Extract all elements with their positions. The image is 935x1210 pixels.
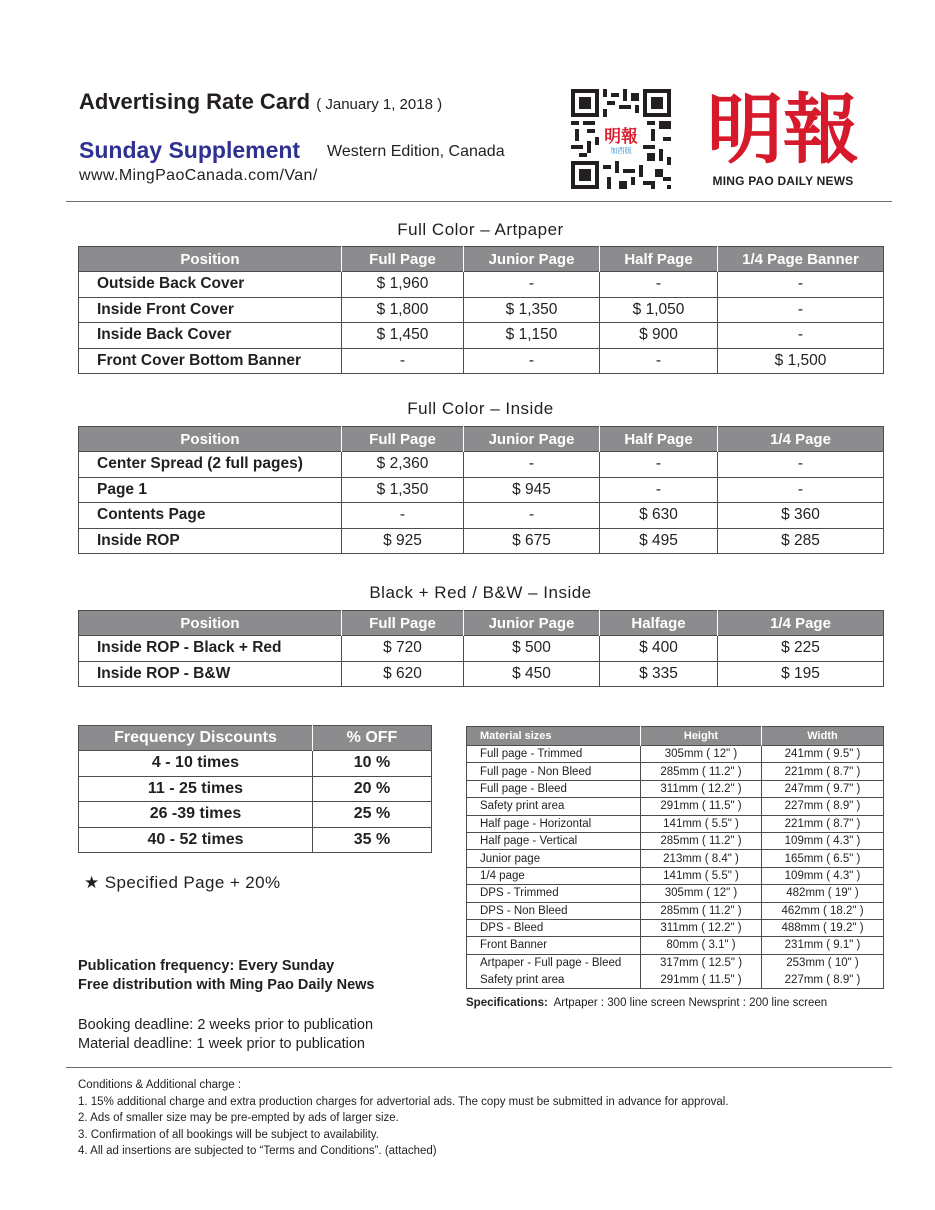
price-cell: $ 360	[718, 503, 884, 529]
height-cell: 285mm ( 11.2" )	[641, 832, 762, 849]
size-name-cell: Full page - Trimmed	[467, 746, 641, 763]
width-cell: 231mm ( 9.1" )	[762, 937, 884, 954]
price-cell: -	[342, 348, 464, 374]
column-header: Position	[79, 611, 342, 636]
frequency-cell: 40 - 52 times	[79, 827, 313, 853]
price-cell: -	[464, 503, 600, 529]
price-cell: $ 925	[342, 528, 464, 554]
price-cell: $ 1,150	[464, 323, 600, 349]
width-cell: 221mm ( 8.7" )	[762, 815, 884, 832]
position-cell: Inside Back Cover	[79, 323, 342, 349]
width-cell: 247mm ( 9.7" )	[762, 780, 884, 797]
discount-cell: 25 %	[313, 802, 432, 828]
table-row	[467, 954, 884, 971]
inside-rate-table	[78, 426, 884, 554]
svg-text:加西版: 加西版	[610, 146, 632, 155]
inside-section-title: Full Color – Inside	[407, 399, 554, 418]
price-cell: $ 335	[600, 661, 718, 687]
column-header: Junior Page	[464, 247, 600, 272]
column-header: Position	[79, 247, 342, 272]
size-name-cell: DPS - Trimmed	[467, 885, 641, 902]
price-cell: -	[464, 452, 600, 478]
position-cell: Inside ROP - Black + Red	[79, 636, 342, 662]
publication-distribution: Free distribution with Ming Pao Daily News	[78, 977, 375, 993]
price-cell: $ 1,350	[464, 297, 600, 323]
svg-text:明報: 明報	[604, 125, 638, 146]
table-header-row	[467, 727, 884, 746]
price-cell: -	[600, 348, 718, 374]
svg-text:明報: 明報	[707, 85, 859, 170]
height-cell: 213mm ( 8.4" )	[641, 850, 762, 867]
price-cell: -	[600, 477, 718, 503]
width-cell: 482mm ( 19" )	[762, 885, 884, 902]
width-cell: 227mm ( 8.9" )	[762, 972, 884, 989]
rate-card-date: ( January 1, 2018 )	[316, 96, 443, 113]
position-cell: Outside Back Cover	[79, 272, 342, 298]
price-cell: $ 1,350	[342, 477, 464, 503]
price-cell: $ 495	[600, 528, 718, 554]
position-cell: Front Cover Bottom Banner	[79, 348, 342, 374]
table-row	[467, 885, 884, 902]
price-cell: $ 1,960	[342, 272, 464, 298]
size-name-cell: DPS - Bleed	[467, 919, 641, 936]
price-cell: $ 2,360	[342, 452, 464, 478]
conditions-title: Conditions & Additional charge :	[78, 1079, 242, 1091]
width-cell: 241mm ( 9.5" )	[762, 746, 884, 763]
price-cell: -	[718, 272, 884, 298]
height-cell: 141mm ( 5.5" )	[641, 867, 762, 884]
condition-item: 2. Ads of smaller size may be pre-empted by ads of larger size.	[78, 1112, 399, 1124]
table-row	[467, 867, 884, 884]
height-cell: 291mm ( 11.5" )	[641, 972, 762, 989]
size-name-cell: Full page - Non Bleed	[467, 763, 641, 780]
table-header-row	[79, 726, 432, 751]
edition-label: Western Edition, Canada	[327, 143, 505, 160]
height-cell: 305mm ( 12" )	[641, 885, 762, 902]
size-name-cell: 1/4 page	[467, 867, 641, 884]
width-cell: 462mm ( 18.2" )	[762, 902, 884, 919]
column-header: Frequency Discounts	[79, 726, 313, 751]
specifications-note	[466, 997, 827, 1009]
qr-code-icon	[571, 89, 671, 189]
discount-cell: 20 %	[313, 776, 432, 802]
height-cell: 285mm ( 11.2" )	[641, 902, 762, 919]
position-cell: Inside Front Cover	[79, 297, 342, 323]
position-cell: Contents Page	[79, 503, 342, 529]
table-row	[467, 763, 884, 780]
price-cell: $ 720	[342, 636, 464, 662]
table-header-row	[79, 611, 884, 636]
position-cell: Inside ROP	[79, 528, 342, 554]
column-header: Junior Page	[464, 611, 600, 636]
height-cell: 80mm ( 3.1" )	[641, 937, 762, 954]
table-row	[467, 832, 884, 849]
price-cell: -	[718, 452, 884, 478]
artpaper-rate-table	[78, 246, 884, 374]
size-name-cell: Artpaper - Full page - Bleed	[467, 954, 641, 971]
table-row	[79, 528, 884, 554]
height-cell: 311mm ( 12.2" )	[641, 919, 762, 936]
size-name-cell: Safety print area	[467, 798, 641, 815]
page-title	[79, 89, 442, 115]
position-cell: Center Spread (2 full pages)	[79, 452, 342, 478]
table-row	[79, 503, 884, 529]
table-row	[79, 477, 884, 503]
specifications-label: Specifications:	[466, 997, 548, 1009]
width-cell: 109mm ( 4.3" )	[762, 832, 884, 849]
price-cell: $ 675	[464, 528, 600, 554]
price-cell: -	[600, 272, 718, 298]
price-cell: -	[342, 503, 464, 529]
height-cell: 317mm ( 12.5" )	[641, 954, 762, 971]
price-cell: $ 285	[718, 528, 884, 554]
table-row	[79, 776, 432, 802]
height-cell: 305mm ( 12" )	[641, 746, 762, 763]
price-cell: $ 945	[464, 477, 600, 503]
column-header: Full Page	[342, 247, 464, 272]
price-cell: $ 500	[464, 636, 600, 662]
frequency-cell: 4 - 10 times	[79, 751, 313, 777]
specifications-text: Artpaper : 300 line screen Newsprint : 200 line screen	[553, 997, 828, 1009]
column-header: Material sizes	[467, 727, 641, 746]
price-cell: $ 630	[600, 503, 718, 529]
height-cell: 311mm ( 12.2" )	[641, 780, 762, 797]
logo-caption: MING PAO DAILY NEWS	[712, 174, 854, 188]
width-cell: 109mm ( 4.3" )	[762, 867, 884, 884]
table-row	[467, 919, 884, 936]
table-row	[79, 751, 432, 777]
price-cell: -	[600, 452, 718, 478]
material-deadline: Material deadline: 1 week prior to publication	[78, 1036, 365, 1052]
column-header: Position	[79, 427, 342, 452]
size-name-cell: Half page - Vertical	[467, 832, 641, 849]
table-row	[467, 972, 884, 989]
column-header: Half Page	[600, 427, 718, 452]
table-row	[79, 323, 884, 349]
price-cell: $ 1,450	[342, 323, 464, 349]
table-row	[467, 746, 884, 763]
column-header: 1/4 Page	[718, 427, 884, 452]
price-cell: -	[718, 297, 884, 323]
size-name-cell: Junior page	[467, 850, 641, 867]
table-row	[79, 636, 884, 662]
table-row	[79, 802, 432, 828]
table-row	[79, 661, 884, 687]
price-cell: $ 620	[342, 661, 464, 687]
footer-divider	[66, 1067, 892, 1068]
price-cell: $ 1,800	[342, 297, 464, 323]
price-cell: $ 195	[718, 661, 884, 687]
column-header: Height	[641, 727, 762, 746]
size-name-cell: Safety print area	[467, 972, 641, 989]
position-cell: Inside ROP - B&W	[79, 661, 342, 687]
price-cell: $ 225	[718, 636, 884, 662]
table-row	[467, 902, 884, 919]
width-cell: 221mm ( 8.7" )	[762, 763, 884, 780]
size-name-cell: Full page - Bleed	[467, 780, 641, 797]
condition-item: 4. All ad insertions are subjected to “Terms and Conditions”. (attached)	[78, 1145, 437, 1157]
website-link[interactable]: www.MingPaoCanada.com/Van/	[79, 167, 318, 184]
price-cell: $ 400	[600, 636, 718, 662]
height-cell: 141mm ( 5.5" )	[641, 815, 762, 832]
table-row	[467, 937, 884, 954]
price-cell: $ 1,050	[600, 297, 718, 323]
column-header: Width	[762, 727, 884, 746]
table-row	[79, 297, 884, 323]
publication-frequency: Publication frequency: Every Sunday	[78, 958, 335, 974]
price-cell: -	[464, 348, 600, 374]
price-cell: -	[718, 323, 884, 349]
size-name-cell: Half page - Horizontal	[467, 815, 641, 832]
column-header: Full Page	[342, 427, 464, 452]
bw-section-title: Black + Red / B&W – Inside	[369, 583, 592, 602]
price-cell: $ 450	[464, 661, 600, 687]
width-cell: 253mm ( 10" )	[762, 954, 884, 971]
page-title-text: Advertising Rate Card	[79, 89, 311, 114]
specified-page-note: ★ Specified Page + 20%	[84, 873, 281, 892]
price-cell: $ 1,500	[718, 348, 884, 374]
discount-cell: 35 %	[313, 827, 432, 853]
column-header: Junior Page	[464, 427, 600, 452]
booking-deadline: Booking deadline: 2 weeks prior to publication	[78, 1017, 374, 1033]
table-header-row	[79, 427, 884, 452]
condition-item: 3. Confirmation of all bookings will be subject to availability.	[78, 1129, 379, 1141]
frequency-discount-table	[78, 725, 432, 853]
price-cell: -	[718, 477, 884, 503]
artpaper-section-title: Full Color – Artpaper	[397, 220, 564, 239]
height-cell: 285mm ( 11.2" )	[641, 763, 762, 780]
frequency-cell: 26 -39 times	[79, 802, 313, 828]
table-row	[79, 272, 884, 298]
bw-rate-table	[78, 610, 884, 687]
table-row	[79, 827, 432, 853]
material-sizes-table	[466, 726, 884, 989]
width-cell: 165mm ( 6.5" )	[762, 850, 884, 867]
position-cell: Page 1	[79, 477, 342, 503]
column-header: 1/4 Page Banner	[718, 247, 884, 272]
condition-item: 1. 15% additional charge and extra production charges for advertorial ads. The copy must be submitted in advance for approval.	[78, 1096, 729, 1108]
ming-pao-logo-icon	[706, 80, 860, 170]
table-row	[467, 780, 884, 797]
width-cell: 488mm ( 19.2" )	[762, 919, 884, 936]
table-row	[79, 348, 884, 374]
supplement-title: Sunday Supplement	[79, 137, 301, 163]
table-row	[467, 798, 884, 815]
header-divider	[66, 201, 892, 202]
column-header: Halfage	[600, 611, 718, 636]
frequency-cell: 11 - 25 times	[79, 776, 313, 802]
price-cell: -	[464, 272, 600, 298]
size-name-cell: DPS - Non Bleed	[467, 902, 641, 919]
column-header: 1/4 Page	[718, 611, 884, 636]
column-header: Full Page	[342, 611, 464, 636]
column-header: % OFF	[313, 726, 432, 751]
table-row	[467, 815, 884, 832]
discount-cell: 10 %	[313, 751, 432, 777]
height-cell: 291mm ( 11.5" )	[641, 798, 762, 815]
column-header: Half Page	[600, 247, 718, 272]
price-cell: $ 900	[600, 323, 718, 349]
size-name-cell: Front Banner	[467, 937, 641, 954]
table-header-row	[79, 247, 884, 272]
table-row	[467, 850, 884, 867]
width-cell: 227mm ( 8.9" )	[762, 798, 884, 815]
table-row	[79, 452, 884, 478]
